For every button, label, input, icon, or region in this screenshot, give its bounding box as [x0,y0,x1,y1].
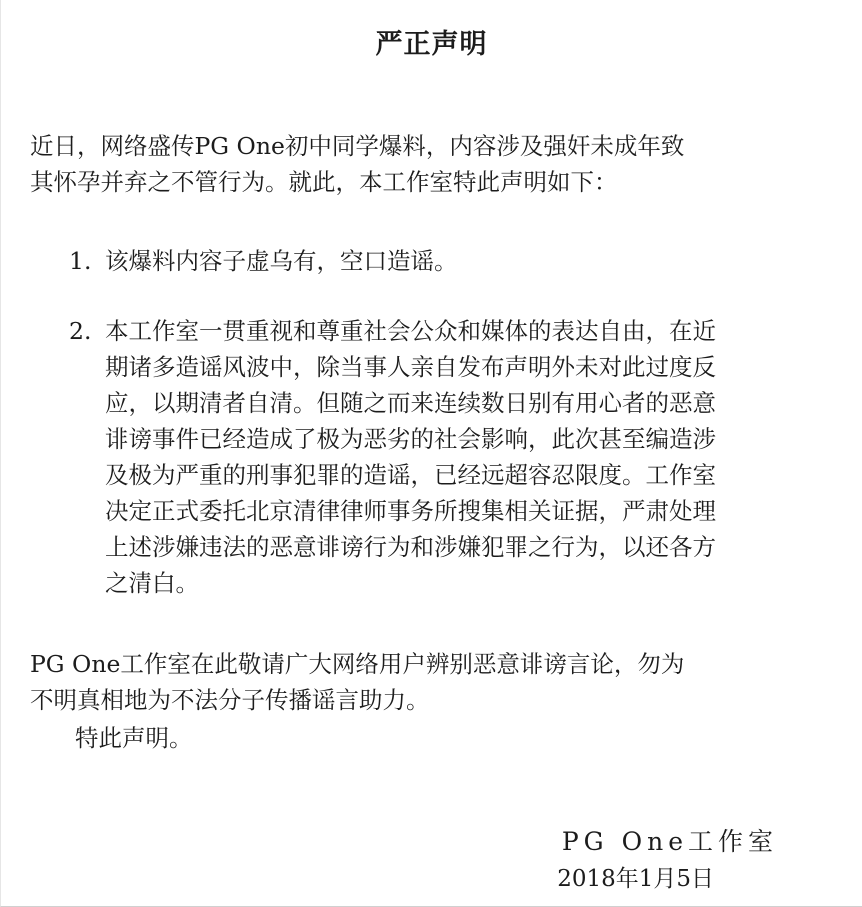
appeal-line: PG One工作室在此敬请广大网络用户辨别恶意诽谤言论，勿为 [30,650,685,678]
list-item-text [105,243,458,279]
intro-line: 其怀孕并弃之不管行为。就此，本工作室特此声明如下： [30,168,618,196]
list-item-line: 本工作室一贯重视和尊重社会公众和媒体的表达自由，在近 [105,317,716,345]
list-item-line: 决定正式委托北京清律律师事务所搜集相关证据，严肃处理 [105,497,716,525]
closing-statement: 特此声明。 [75,724,193,752]
list-item-text [105,313,716,601]
list-item-line: 上述涉嫌违法的恶意诽谤行为和涉嫌犯罪之行为，以还各方 [105,533,716,561]
intro-line: 近日，网络盛传PG One初中同学爆料，内容涉及强奸未成年致 [30,132,685,160]
list-item [69,243,458,279]
appeal-paragraph [30,646,684,718]
appeal-line: 不明真相地为不法分子传播谣言助力。 [30,686,430,714]
list-item-number: 1. [69,247,92,275]
signature-date: 2018年1月5日 [557,866,714,892]
intro-paragraph [30,128,684,200]
list-item-number: 2. [69,317,92,345]
list-item-line: 诽谤事件已经造成了极为恶劣的社会影响，此次甚至编造涉 [105,425,716,453]
list-item-line: 应，以期清者自清。但随之而来连续数日别有用心者的恶意 [105,389,716,417]
signature-organization: PG One工作室 [561,827,778,856]
list-item-line: 期诸多造谣风波中，除当事人亲自发布声明外未对此过度反 [105,353,716,381]
list-item-line: 及极为严重的刑事犯罪的造谣，已经远超容忍限度。工作室 [105,461,716,489]
list-item-line: 该爆料内容子虚乌有，空口造谣。 [105,247,458,275]
list-item-line: 之清白。 [105,569,199,597]
list-item [69,313,716,601]
page-title: 严正声明 [375,29,488,60]
